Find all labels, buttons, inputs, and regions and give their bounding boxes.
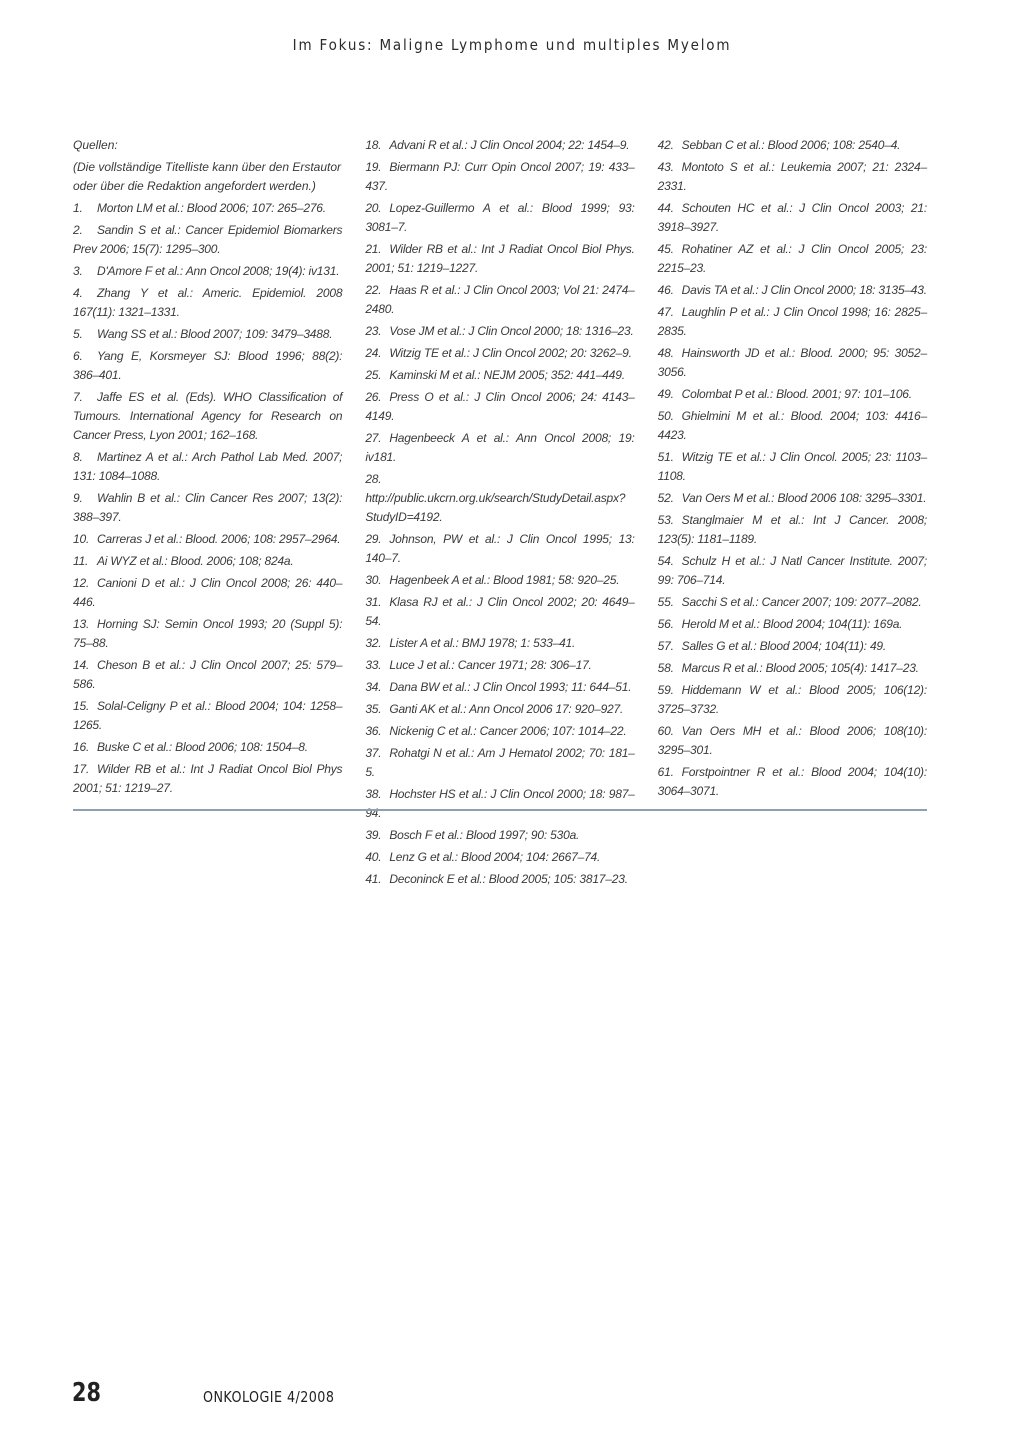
reference-number: 32.	[365, 636, 382, 650]
reference-number: 51.	[657, 450, 674, 464]
reference-item	[658, 593, 927, 612]
reference-text: Marcus R et al.: Blood 2005; 105(4): 1417–23.	[681, 661, 919, 675]
reference-text: Nickenig C et al.: Cancer 2006; 107: 1014–22.	[389, 724, 627, 738]
reference-text: Rohatgi N et al.: Am J Hematol 2002; 70: 181–5.	[365, 746, 635, 779]
reference-item	[658, 637, 927, 656]
reference-item	[365, 593, 634, 631]
reference-item	[658, 136, 927, 155]
reference-text: Forstpointner R et al.: Blood 2004; 104(10): 3064–3071.	[657, 765, 927, 798]
reference-text: Laughlin P et al.: J Clin Oncol 1998; 16: 2825–2835.	[657, 305, 927, 338]
reference-number: 40.	[365, 850, 382, 864]
reference-item	[365, 722, 634, 741]
reference-text: Wilder RB et al.: Int J Radiat Oncol Biol Phys. 2001; 51: 1219–1227.	[365, 242, 635, 275]
reference-text: Lenz G et al.: Blood 2004; 104: 2667–74.	[389, 850, 601, 864]
reference-item	[73, 530, 342, 549]
reference-column-2	[365, 136, 634, 892]
reference-items-column-1	[73, 199, 342, 798]
reference-number: 23.	[365, 324, 382, 338]
reference-text: Horning SJ: Semin Oncol 1993; 20 (Suppl 5): 75–88.	[73, 617, 343, 650]
reference-number: 47.	[657, 305, 674, 319]
reference-item	[658, 199, 927, 237]
reference-text: Lister A et al.: BMJ 1978; 1: 533–41.	[389, 636, 576, 650]
reference-item	[365, 656, 634, 675]
reference-text: Sebban C et al.: Blood 2006; 108: 2540–4.	[681, 138, 901, 152]
reference-item	[365, 429, 634, 467]
reference-item	[73, 448, 342, 486]
reference-number: 30.	[365, 573, 382, 587]
reference-item	[73, 697, 342, 735]
reference-number: 33.	[365, 658, 382, 672]
reference-number: 57.	[657, 639, 674, 653]
reference-text: Bosch F et al.: Blood 1997; 90: 530a.	[389, 828, 580, 842]
reference-text: Davis TA et al.: J Clin Oncol 2000; 18: 3135–43.	[681, 283, 927, 297]
reference-text: Morton LM et al.: Blood 2006; 107: 265–276.	[97, 201, 326, 215]
reference-text: Van Oers M et al.: Blood 2006 108: 3295–3301.	[681, 491, 927, 505]
reference-number: 60.	[657, 724, 674, 738]
reference-text: Hainsworth JD et al.: Blood. 2000; 95: 3052–3056.	[657, 346, 927, 379]
reference-number: 25.	[365, 368, 382, 382]
reference-text: Wang SS et al.: Blood 2007; 109: 3479–3488.	[97, 327, 333, 341]
reference-number: 49.	[657, 387, 674, 401]
reference-number: 46.	[657, 283, 674, 297]
reference-text: Carreras J et al.: Blood. 2006; 108: 2957–2964.	[97, 532, 341, 546]
reference-number: 21.	[365, 242, 382, 256]
reference-text: Solal-Celigny P et al.: Blood 2004; 104: 1258–1265.	[73, 699, 343, 732]
reference-text: Montoto S et al.: Leukemia 2007; 21: 2324–2331.	[657, 160, 927, 193]
reference-number: 4.	[73, 286, 83, 300]
reference-number: 38.	[365, 787, 382, 801]
page-number: 28	[72, 1378, 101, 1408]
reference-item	[73, 760, 342, 798]
reference-item	[365, 388, 634, 426]
reference-item	[365, 322, 634, 341]
reference-number: 24.	[365, 346, 382, 360]
reference-text: Van Oers MH et al.: Blood 2006; 108(10): 3295–301.	[657, 724, 927, 757]
reference-item	[73, 284, 342, 322]
reference-item	[658, 303, 927, 341]
reference-text: Yang E, Korsmeyer SJ: Blood 1996; 88(2): 386–401.	[73, 349, 343, 382]
reference-text: Colombat P et al.: Blood. 2001; 97: 101–106.	[681, 387, 912, 401]
reference-number: 5.	[73, 327, 83, 341]
reference-item	[73, 388, 342, 445]
reference-number: 37.	[365, 746, 382, 760]
reference-column-1	[73, 136, 342, 892]
journal-issue: ONKOLOGIE 4/2008	[203, 1388, 335, 1406]
reference-item	[365, 848, 634, 867]
reference-item	[73, 615, 342, 653]
reference-column-3	[658, 136, 927, 892]
reference-item	[365, 366, 634, 385]
reference-text: Schulz H et al.: J Natl Cancer Institute. 2007; 99: 706–714.	[657, 554, 927, 587]
reference-item	[365, 678, 634, 697]
reference-item	[365, 158, 634, 196]
reference-text: Buske C et al.: Blood 2006; 108: 1504–8.	[97, 740, 308, 754]
reference-item	[73, 221, 342, 259]
reference-number: 50.	[657, 409, 674, 423]
reference-text: Kaminski M et al.: NEJM 2005; 352: 441–449.	[389, 368, 625, 382]
reference-text: http://public.ukcrn.org.uk/search/StudyDetail.aspx?StudyID=4192.	[365, 491, 626, 524]
reference-number: 52.	[657, 491, 674, 505]
reference-item	[365, 470, 634, 527]
reference-text: Press O et al.: J Clin Oncol 2006; 24: 4143–4149.	[365, 390, 635, 423]
reference-item	[365, 870, 634, 889]
reference-item	[658, 763, 927, 801]
reference-item	[658, 659, 927, 678]
reference-item	[73, 262, 342, 281]
reference-number: 18.	[365, 138, 382, 152]
reference-item	[658, 552, 927, 590]
reference-number: 43.	[657, 160, 674, 174]
reference-number: 42.	[657, 138, 674, 152]
reference-item	[365, 199, 634, 237]
reference-number: 7.	[73, 390, 83, 404]
reference-item	[73, 552, 342, 571]
reference-text: Jaffe ES et al. (Eds). WHO Classification of Tumours. International Agency for Research on Cancer Press, Lyon 2001; 162–168.	[73, 390, 343, 442]
reference-text: Vose JM et al.: J Clin Oncol 2000; 18: 1316–23.	[389, 324, 634, 338]
reference-item	[73, 738, 342, 757]
reference-text: Herold M et al.: Blood 2004; 104(11): 169a.	[681, 617, 903, 631]
reference-number: 17.	[73, 762, 90, 776]
reference-item	[365, 344, 634, 363]
reference-number: 41.	[365, 872, 382, 886]
reference-item	[658, 489, 927, 508]
references-heading: Quellen:	[73, 138, 118, 152]
reference-text: Biermann PJ: Curr Opin Oncol 2007; 19: 433–437.	[365, 160, 635, 193]
reference-number: 16.	[73, 740, 90, 754]
reference-item	[73, 656, 342, 694]
reference-text: Stanglmaier M et al.: Int J Cancer. 2008; 123(5): 1181–1189.	[657, 513, 927, 546]
reference-text: Rohatiner AZ et al.: J Clin Oncol 2005; 23: 2215–23.	[657, 242, 927, 275]
reference-number: 2.	[73, 223, 83, 237]
reference-text: Schouten HC et al.: J Clin Oncol 2003; 21: 3918–3927.	[657, 201, 927, 234]
reference-number: 34.	[365, 680, 382, 694]
reference-number: 19.	[365, 160, 382, 174]
reference-item	[73, 325, 342, 344]
reference-number: 31.	[365, 595, 382, 609]
reference-number: 28.	[365, 472, 382, 486]
reference-text: Hagenbeeck A et al.: Ann Oncol 2008; 19: iv181.	[365, 431, 635, 464]
reference-text: Ganti AK et al.: Ann Oncol 2006 17: 920–927.	[389, 702, 624, 716]
reference-text: Luce J et al.: Cancer 1971; 28: 306–17.	[389, 658, 592, 672]
reference-number: 14.	[73, 658, 90, 672]
reference-item	[73, 199, 342, 218]
reference-number: 35.	[365, 702, 382, 716]
reference-item	[365, 530, 634, 568]
reference-number: 10.	[73, 532, 90, 546]
reference-number: 27.	[365, 431, 382, 445]
reference-number: 61.	[657, 765, 674, 779]
reference-item	[73, 347, 342, 385]
section-divider	[73, 809, 927, 811]
reference-number: 53.	[657, 513, 674, 527]
reference-text: Ghielmini M et al.: Blood. 2004; 103: 4416–4423.	[657, 409, 927, 442]
reference-text: Hochster HS et al.: J Clin Oncol 2000; 18: 987–94.	[365, 787, 635, 820]
reference-number: 58.	[657, 661, 674, 675]
reference-number: 12.	[73, 576, 90, 590]
reference-number: 44.	[657, 201, 674, 215]
reference-number: 8.	[73, 450, 83, 464]
reference-text: Witzig TE et al.: J Clin Oncol 2002; 20: 3262–9.	[389, 346, 632, 360]
references-note: (Die vollständige Titelliste kann über den Erstautor oder über die Redaktion angefordert werden.)	[73, 160, 342, 193]
reference-number: 1.	[73, 201, 83, 215]
reference-item	[365, 136, 634, 155]
reference-item	[365, 634, 634, 653]
reference-number: 20.	[365, 201, 382, 215]
reference-list	[73, 136, 927, 892]
reference-text: Advani R et al.: J Clin Oncol 2004; 22: 1454–9.	[389, 138, 630, 152]
reference-item	[73, 574, 342, 612]
reference-number: 39.	[365, 828, 382, 842]
reference-text: Sacchi S et al.: Cancer 2007; 109: 2077–2082.	[681, 595, 922, 609]
reference-item	[658, 615, 927, 634]
reference-number: 26.	[365, 390, 382, 404]
reference-item	[658, 722, 927, 760]
reference-item	[365, 700, 634, 719]
reference-text: Witzig TE et al.: J Clin Oncol. 2005; 23: 1103–1108.	[657, 450, 927, 483]
reference-item	[658, 511, 927, 549]
reference-text: Lopez-Guillermo A et al.: Blood 1999; 93: 3081–7.	[365, 201, 635, 234]
reference-number: 22.	[365, 283, 382, 297]
reference-number: 56.	[657, 617, 674, 631]
reference-number: 3.	[73, 264, 83, 278]
reference-item	[658, 385, 927, 404]
reference-item	[365, 744, 634, 782]
reference-item	[365, 785, 634, 823]
reference-number: 15.	[73, 699, 90, 713]
reference-number: 11.	[73, 554, 89, 568]
reference-text: Hagenbeek A et al.: Blood 1981; 58: 920–25.	[389, 573, 620, 587]
reference-number: 29.	[365, 532, 382, 546]
reference-text: Zhang Y et al.: Americ. Epidemiol. 2008 167(11): 1321–1331.	[73, 286, 343, 319]
reference-text: Wilder RB et al.: Int J Radiat Oncol Biol Phys 2001; 51: 1219–27.	[73, 762, 343, 795]
reference-text: Wahlin B et al.: Clin Cancer Res 2007; 13(2): 388–397.	[73, 491, 343, 524]
reference-number: 45.	[657, 242, 674, 256]
reference-item	[365, 281, 634, 319]
reference-text: D'Amore F et al.: Ann Oncol 2008; 19(4): iv131.	[97, 264, 340, 278]
reference-item	[658, 681, 927, 719]
reference-number: 13.	[73, 617, 90, 631]
reference-number: 59.	[657, 683, 674, 697]
reference-text: Cheson B et al.: J Clin Oncol 2007; 25: 579–586.	[73, 658, 343, 691]
reference-text: Sandin S et al.: Cancer Epidemiol Biomarkers Prev 2006; 15(7): 1295–300.	[73, 223, 343, 256]
reference-number: 36.	[365, 724, 382, 738]
reference-item	[658, 240, 927, 278]
reference-text: Dana BW et al.: J Clin Oncol 1993; 11: 644–51.	[389, 680, 632, 694]
reference-item	[365, 826, 634, 845]
running-header: Im Fokus: Maligne Lymphome und multiples Myelom	[292, 36, 732, 54]
reference-item	[365, 571, 634, 590]
reference-item	[73, 489, 342, 527]
reference-text: Klasa RJ et al.: J Clin Oncol 2002; 20: 4649–54.	[365, 595, 635, 628]
reference-text: Haas R et al.: J Clin Oncol 2003; Vol 21: 2474–2480.	[365, 283, 635, 316]
reference-number: 6.	[73, 349, 83, 363]
reference-number: 54.	[657, 554, 674, 568]
reference-item	[365, 240, 634, 278]
reference-text: Salles G et al.: Blood 2004; 104(11): 49.	[681, 639, 887, 653]
reference-item	[658, 344, 927, 382]
reference-text: Canioni D et al.: J Clin Oncol 2008; 26: 440–446.	[73, 576, 343, 609]
reference-text: Johnson, PW et al.: J Clin Oncol 1995; 13: 140–7.	[365, 532, 635, 565]
reference-text: Deconinck E et al.: Blood 2005; 105: 3817–23.	[389, 872, 628, 886]
reference-text: Ai WYZ et al.: Blood. 2006; 108; 824a.	[97, 554, 294, 568]
reference-item	[658, 448, 927, 486]
reference-item	[658, 281, 927, 300]
reference-number: 9.	[73, 491, 83, 505]
reference-text: Martinez A et al.: Arch Pathol Lab Med. 2007; 131: 1084–1088.	[73, 450, 343, 483]
reference-item	[658, 407, 927, 445]
reference-number: 48.	[657, 346, 674, 360]
reference-number: 55.	[657, 595, 674, 609]
reference-text: Hiddemann W et al.: Blood 2005; 106(12): 3725–3732.	[657, 683, 927, 716]
reference-item	[658, 158, 927, 196]
